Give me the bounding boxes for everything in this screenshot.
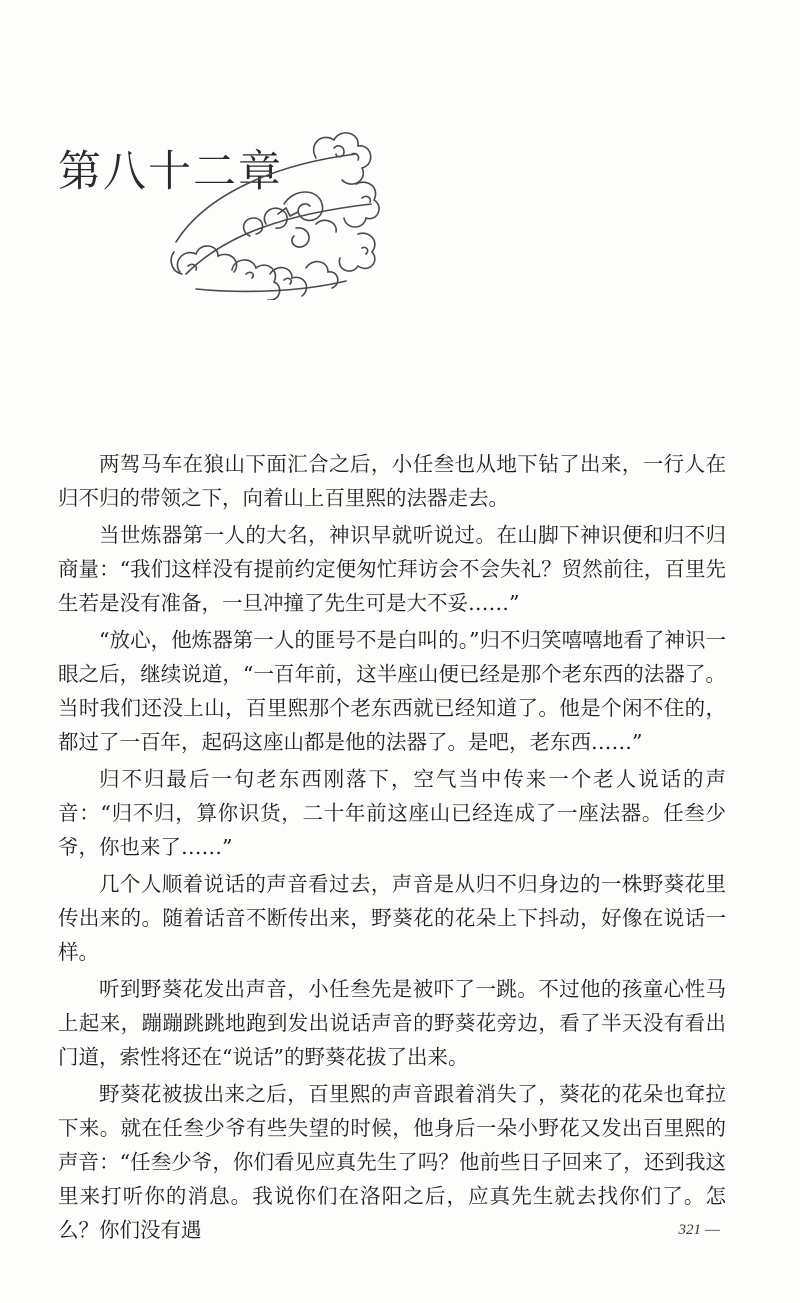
page-number-value: 321 [678,1222,701,1238]
paragraph: “放心，他炼器第一人的匪号不是白叫的。”归不归笑嘻嘻地看了神识一眼之后，继续说道，“一百年前，这半座山便已经是那个老东西的法器了。当时我们还没上山，百里熙那个老东西就已经知道了。他是个闲不住的，都过了一百年，起码这座山都是他的法器了。是吧，老东西……” [58,628,726,754]
paragraph: 两驾马车在狼山下面汇合之后，小任叁也从地下钻了出来，一行人在归不归的带领之下，向着山上百里熙的法器走去。 [58,452,726,510]
chapter-body [58,447,726,1250]
page-number [679,1222,721,1239]
paragraph: 野葵花被拔出来之后，百里熙的声音跟着消失了，葵花的花朵也耷拉下来。就在任叁少爷有些失望的时候，他身后一朵小野花又发出百里熙的声音：“任叁少爷，你们看见应真先生了吗？他前些日子回来了，还到我这里来打听你的消息。我说你们在洛阳之后，应真先生就去找你们了。怎么？你们没有遇 [58,1082,726,1242]
paragraph: 归不归最后一句老东西刚落下，空气当中传来一个老人说话的声音：“归不归，算你识货，二十年前这座山已经连成了一座法器。任叁少爷，你也来了……” [58,767,726,859]
paragraph: 几个人顺着说话的声音看过去，声音是从归不归身边的一株野葵花里传出来的。随着话音不断传出来，野葵花的花朵上下抖动，好像在说话一样。 [58,872,726,964]
cloud-dragon-ornament-icon [166,124,386,300]
page-number-dash: — [705,1222,720,1238]
paragraph: 听到野葵花发出声音，小任叁先是被吓了一跳。不过他的孩童心性马上起来，蹦蹦跳跳地跑到发出说话声音的野葵花旁边，看了半天没有看出门道，索性将还在“说话”的野葵花拔了出来。 [58,977,726,1069]
chapter-title: 第八十二章 [58,147,283,197]
paragraph: 当世炼器第一人的大名，神识早就听说过。在山脚下神识便和归不归商量：“我们这样没有提前约定便匆忙拜访会不会失礼？贸然前往，百里先生若是没有准备，一旦冲撞了先生可是大不妥……” [58,523,726,615]
